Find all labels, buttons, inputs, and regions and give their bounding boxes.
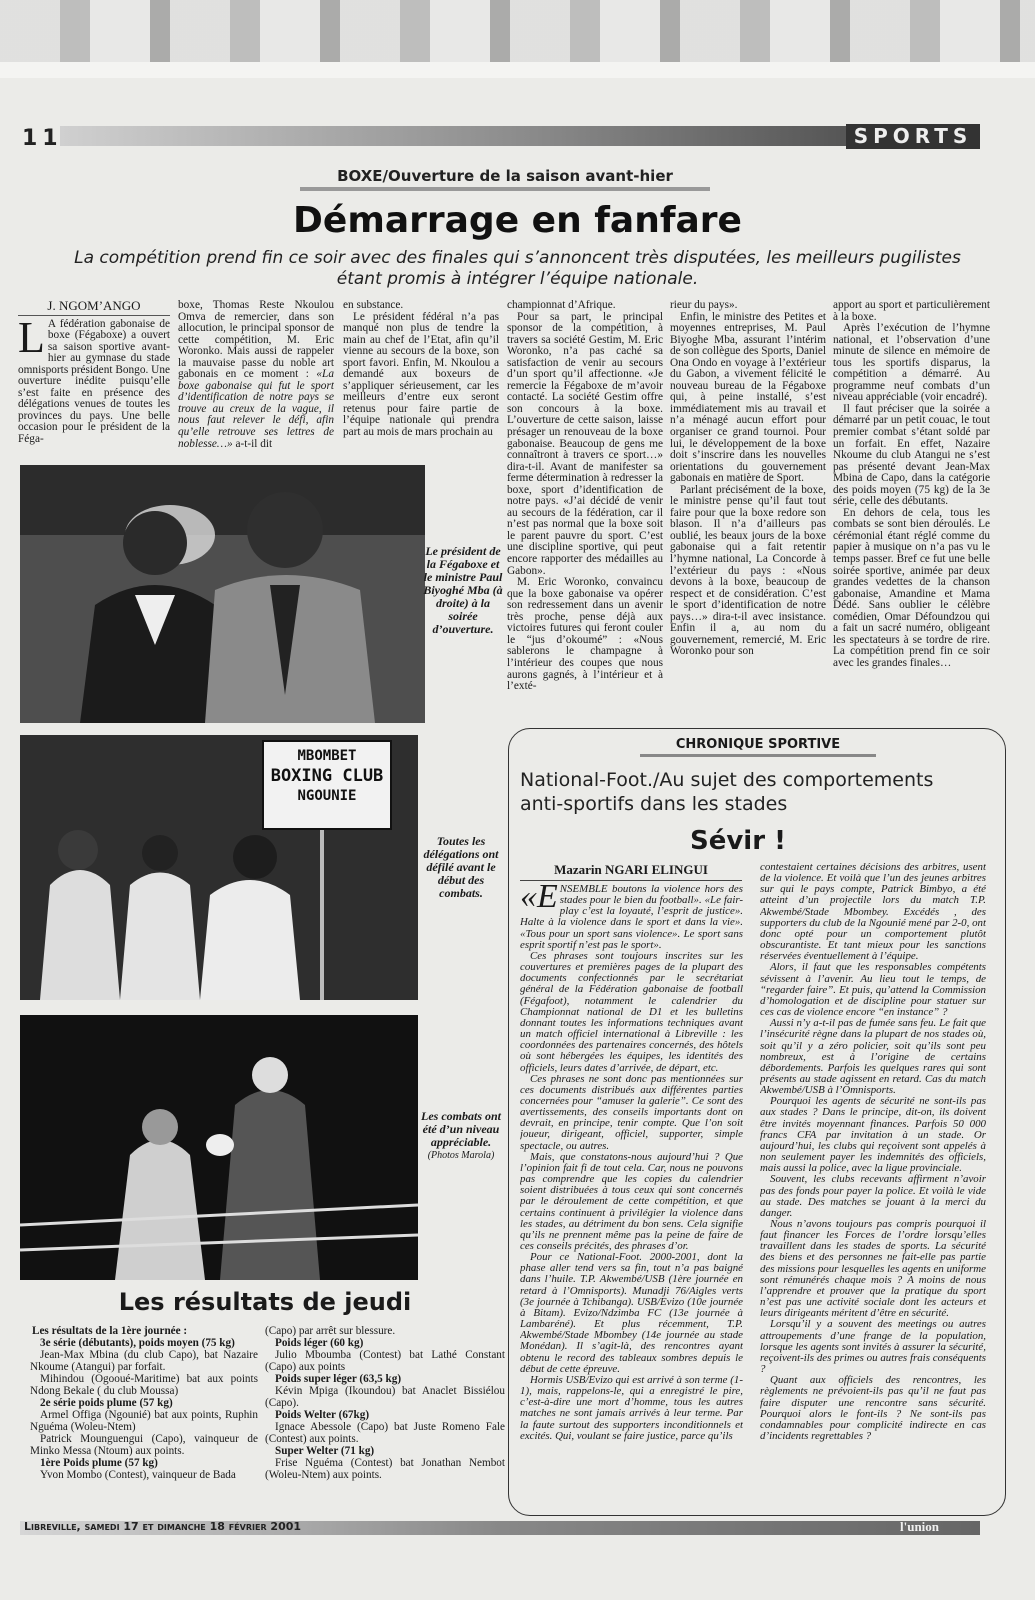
text: boxe, Thomas Reste Nkoulou Omva de remercier, dans son allocution, le principal sponsor de cette compétition, M. Eric Woronko. Mais aussi de rappeler la mauvaise passe du noble art gabonais en ce moment : <box>178 300 334 381</box>
paragraph: Lorsqu’il y a souvent des meetings ou autres attroupements d’une frange de la population, lorsque les agents sont invités à assurer la sécurité, reçoivent-ils des primes ou autres frais conséquents ? <box>760 1318 986 1376</box>
photo-officials-image <box>20 465 425 723</box>
sign-line: BOXING CLUB <box>270 766 384 786</box>
club-sign <box>262 740 392 830</box>
article-column-1 <box>18 300 170 460</box>
article-kicker: BOXE/Ouverture de la saison avant-hier <box>300 167 710 191</box>
paragraph: Ces phrases ne sont donc pas mentionnées sur ces documents distribués aux différentes parties concernées pour “amuser la galerie”. Ce sont des avertissements, des conseils importants dont on devrait, en principe, tenir compte. Que l’on soit joueur, dirigeant, officiel, supporter, simple spectacle, ou autres. <box>520 1072 743 1152</box>
results-category: 1ère Poids plume (57 kg) <box>40 1457 158 1469</box>
result-line: Jean-Max Mbina (du club Capo), bat Nazaire Nkoume (Atangui) par forfait. <box>30 1349 258 1373</box>
sign-line: MBOMBET <box>297 748 357 764</box>
result-line: Yvon Mombo (Contest), vainqueur de Bada <box>40 1469 236 1481</box>
drop-letter: E <box>537 884 558 915</box>
photo-caption-2: Toutes les délégations ont défilé avant le début des combats. <box>423 834 499 900</box>
chronique-author: Mazarin NGARI ELINGUI <box>520 862 742 881</box>
chronique-column-2 <box>760 862 986 1510</box>
paragraph <box>178 300 334 450</box>
section-label: SPORTS <box>846 124 980 149</box>
caption-text: Les combats ont été d’un niveau appréciable. <box>421 1109 501 1149</box>
results-right-column <box>265 1325 505 1481</box>
paragraph: En dehors de cela, tous les combats se sont bien déroulés. Le cérémonial étant réglé comme du papier à musique on n’a pas vu le temps passer. Bref ce fut une belle soirée sportive, animée par deux grandes vedettes de la chanson gabonaise, Amandine et Mama Dédé. Sans oublier le célèbre comédien, Omar Défoundzou qui a fait un sacré numéro, obligeant les spectateurs à se tordre de rire. La compétition prend fin ce soir avec les grandes finales… <box>833 506 990 669</box>
results-category: 3e série (débutants), poids moyen (75 kg) <box>40 1337 235 1349</box>
drop-cap <box>520 884 558 915</box>
paragraph: Mais, que constatons-nous aujourd’hui ? Que l’opinion fait fi de tout cela. Car, nous ne pouvons pas comprendre que les copies du calendrier soient distribuées à tous ceux qui sont concernés par le déroulement de cette compétition, et que certains continuent à privilégier la violence dans les stades, au détriment du bon sens. Cela signifie qu’ils ne prennent même pas la peine de faire de ces conseils précités, des phrases d’or. <box>520 1150 743 1252</box>
paragraph: Pour sa part, le principal sponsor de la compétition, à travers sa société Gestim, M. Eric Woronko, n’a pas caché sa satisfaction de venir au secours d’un sport qu’il affectionne. «Je remercie la Fégaboxe de m’avoir contacté. La société Gestim offre son concours à la boxe. L’ouverture de cette saison, laisse présager un renouveau de la boxe gabonaise. Beaucoup de gens me connaîtront à travers ce sport…» dira-t-il. Avant de manifester sa ferme détermination à redresser la boxe, sport d’identification de notre pays. «J’ai décidé de venir au secours de la fédération, car il n’est pas normal que la boxe soit le parent pauvre du sport. C’est une discipline sportive, qui peut encore rapporter des médailles au Gabon». <box>507 310 663 577</box>
paragraph: Souvent, les clubs recevants affirment n’avoir pas des fonds pour payer la police. Et voilà le vide au stade. Des matches se jouant à la merci du danger. <box>760 1173 986 1219</box>
result-line: Patrick Mounguengui (Capo), vainqueur de Minko Messa (Ntoum) aux points. <box>30 1433 258 1457</box>
results-title: Les résultats de jeudi <box>118 1288 412 1316</box>
photo-caption-1: Le président de la Fégaboxe et le ministre Paul Biyoghé Mba (à droite) à la soirée d’ouverture. <box>423 544 503 636</box>
paragraph: rieur du pays». <box>670 300 738 311</box>
result-line: Mihindou (Ogooué-Maritime) bat aux points Ndong Bekale ( du club Moussa) <box>30 1373 258 1397</box>
newspaper-logo: l'union <box>900 1519 940 1534</box>
paragraph: A fédération gabonaise de boxe (Fégaboxe) a ouvert sa saison sportive avant-hier au gymnase du stade omnisports président Bongo. Une ouverture inédite puisqu’elle s’est faite en présence des délégations venues de toutes les provinces du pays. Une belle occasion pour le président de la Féga- <box>18 317 170 446</box>
chronique-kicker: CHRONIQUE SPORTIVE <box>640 737 876 757</box>
paragraph: apport au sport et particulièrement à la boxe. <box>833 300 990 323</box>
paragraph: Enfin, le ministre des Petites et moyennes entreprises, M. Paul Biyoghe Mba, assurant l’intérim de son collègue des Sports, Daniel Ona Ondo en voyage à l’extérieur du Gabon, a vivement félicité le nouveau bureau de la Fégaboxe qui, à peine installé, s’est immédiatement mis au travail et n’a ménagé aucun effort pour organiser ce grand tournoi. Pour lui, le développement de la boxe doit s’inscrire dans les nouvelles orientations du gouvernement gabonais en matière de Sport. <box>670 310 826 485</box>
photo-parade <box>20 735 418 1000</box>
results-category: 2e série poids plume (57 kg) <box>40 1397 173 1409</box>
article-byline: J. NGOM’ANGO <box>18 300 170 316</box>
drop-cap: L <box>18 312 45 362</box>
quote: «La boxe gabonaise qui fut le sport d’identification de notre pays se trouve au creux de la vague, il nous faut relever le défi, afin qu’elle retrouve ses lettres de noblesse…» <box>178 368 334 450</box>
footer-dateline: Libreville, samedi 17 et dimanche 18 février 2001 <box>24 1520 302 1533</box>
paragraph: Il faut préciser que la soirée a démarré par un petit couac, le tout premier combat s’étant soldé par un forfait. En effet, Nazaire Nkoume du club Atangui ne s’est pas présenté devant Jean-Max Mbina de Capo, dans la catégorie des poids moyen (75 kg) de la 3e série, celle des débutants. <box>833 402 990 508</box>
article-column-3 <box>343 300 499 460</box>
results-left-column <box>30 1325 258 1481</box>
photo-caption-3 <box>420 1110 502 1162</box>
text: NSEMBLE boutons la violence hors des stades pour le bien du football». «Le fair-play c’est la loyauté, l’esprit de justice». Halte à la violence dans le sport et dans la vie». «Tous pour un sport sans violence». Le sport sans esprit sportif n’est pas le sport». <box>520 884 743 951</box>
paragraph: Ces phrases sont toujours inscrites sur les couvertures et premières pages de la plupart des documents confectionnés par le secrétariat général de la Fédération gabonaise de football (Fégafoot), notamment le calendrier du Championnat national de D1 et les bulletins donnant toutes les informations techniques avant un match officiel international à Libreville : les coordonnées des partenaires concernés, des hôtels où sont hébergées les équipes, les identités des officiels, leurs dates d’arrivée, de départ, etc. <box>520 949 743 1074</box>
article-subtitle: La compétition prend fin ce soir avec des finales qui s’annoncent très disputées, les meilleurs pugilistes étant promis à intégrer l’équipe nationale. <box>74 248 961 289</box>
article-column-5 <box>670 300 826 724</box>
results-heading: Les résultats de la 1ère journée : <box>32 1325 188 1337</box>
paragraph: Pourquoi les agents de sécurité ne sont-ils pas aux stades ? Dans le principe, dit-on, ils doivent être invités moyennant finances. Parfois 50 000 francs CFA par invitation à un stade. Or aujourd’hui, les clubs qui reçoivent sont appelés à non seulement payer les indemnités des officiels, mais aussi la police, avec la ligue provinciale. <box>760 1095 986 1175</box>
paragraph: Pour ce National-Foot. 2000-2001, dont la phase aller tend vers sa fin, tout n’a pas baigné dans l’huile. T.P. Akwembé/USB (1ère journée en retard à l’Omnisports). Munadji 76/Aigles verts (3e journée à Tchibanga). USB/Evizo (10e journée à Bitam). Evizo/Ndzimba FC (13e journée à Lambaréné). Et plus récemment, T.P. Akwembé/Stade Mbombey (14e journée au stade Monédan). Il s’agit-là, des rencontres ayant obtenu le record des tableaux sombres depuis le début de cette épreuve. <box>520 1251 743 1375</box>
text: a-t-il dit <box>235 437 273 450</box>
results-category: Poids léger (60 kg) <box>275 1337 364 1349</box>
chronique-headline: National-Foot./Au sujet des comportements anti-sportifs dans les stades <box>520 769 934 815</box>
paragraph: M. Eric Woronko, convaincu que la boxe gabonaise va opérer son redressement dans un avenir très proche, pense déjà aux victoires futures qui feront couler le “jus d’okoumé” : «Nous sablerons le champagne à l’intérieur des coupes que nous aurons gagnés, à l’intérieur et à l’exté- <box>507 576 663 693</box>
article-column-6 <box>833 300 990 724</box>
page-number: 11 <box>22 126 63 151</box>
paragraph: Nous n’avons toujours pas compris pourquoi il faut financer les Forces de l’ordre lorsqu’elles travaillent dans les stades de sports. La sécurité des biens et des personnes ne fait-elle pas partie des missions pour lesquelles les agents en uniforme sont rémunérés chaque mois ? A moins de nous l’apprendre et prouver que la pratique du sport n’est pas une activité sociale dont les acteurs et leurs dirigeants méritent d’être en sécurité. <box>760 1218 986 1320</box>
paragraph: en substance. <box>343 300 404 311</box>
article-column-2 <box>178 300 334 460</box>
results-category: Poids Welter (67kg) <box>275 1409 370 1421</box>
paragraph: Après l’exécution de l’hymne national, et l’observation d’une minute de silence en mémoire de tous les sportifs disparus, la compétition a démarré. Au programme neuf combats d’un niveau appréciable (voir encadré). <box>833 322 990 404</box>
result-line: Julio Mboumba (Contest) bat Lathé Constant (Capo) aux points <box>265 1349 505 1373</box>
article-title: Démarrage en fanfare <box>293 200 742 241</box>
paragraph: contestaient certaines décisions des arbitres, usent de la violence. Et voilà que l’un des jeunes arbitres sur qui le pays compte, Patrick Bimbyo, a été atteint d’un projectile lors du match T.P. Akwembé/Stade Mbombey. Excédés , des supporters du club de la Ngounié mené par 2-0, ont donc opté pour un comportement plutôt obscurantiste. Et tant mieux pour les sanctions réservées éventuellement à l’équipe. <box>760 862 986 963</box>
sign-line: NGOUNIE <box>297 788 357 804</box>
photo-officials <box>20 465 425 723</box>
paragraph: Parlant précisément de la boxe, le ministre pense qu’il faut tout faire pour que la boxe redore son blason. Il n’a d’ailleurs pas oublié, les beaux jours de la boxe gabonaise qui a fait retentir l’hymne national, La Concorde à l’extérieur du pays : «Nous devons à la boxe, beaucoup de respect et de considération. C’est le sport d’identification de notre pays…» dira-t-il avec insistance. Enfin il a, au nom du gouvernement, remercié, M. Eric Woronko pour son <box>670 483 826 658</box>
photo-fight-image <box>20 1015 418 1280</box>
result-line: (Capo) par arrêt sur blessure. <box>265 1325 396 1337</box>
lead-paragraph <box>520 884 743 951</box>
article-column-4 <box>507 300 663 724</box>
chronique-title: Sévir ! <box>690 826 786 856</box>
result-line: Frise Nguéma (Contest) bat Jonathan Nembot (Woleu-Ntem) aux points. <box>265 1457 505 1481</box>
paragraph: Hormis USB/Evizo qui est arrivé à son terme (1-1), mais, rappelons-le, qui a enregistré le pire, c’est-à-dire une mort d’homme, tous les autres matches ne sont jamais arrivés à leur terme. Par la faute surtout des supporters inconditionnels et excités. Qui, voulant se faire justice, parce qu’ils <box>520 1373 743 1442</box>
result-line: Ignace Abessole (Capo) bat Juste Romeno Fale (Contest) aux points. <box>265 1421 505 1445</box>
photo-credit: (Photos Marola) <box>427 1150 495 1161</box>
paragraph: Alors, il faut que les responsables compétents sévissent à l’avenir. Au lieu tout le temps, de “regarder faire”. Et puis, qu’attend la Commission d’homologation et de discipline pour statuer sur ces cas de violence encore “en instance” ? <box>760 961 986 1019</box>
paragraph: Le président fédéral n’a pas manqué non plus de tendre la main au chef de l’Etat, afin qu’il vienne au secours de la boxe, son sport favori. Enfin, M. Nkoulou a demandé aux boxeurs de s’appliquer sérieusement, car les meilleurs d’entre eux seront retenus pour faire partie de l’équipe nationale qui prendra part au mois de mars prochain au <box>343 310 499 439</box>
results-category: Poids super léger (63,5 kg) <box>275 1373 402 1385</box>
chronique-column-1 <box>520 884 743 1510</box>
result-line: Kévin Mpiga (Ikoundou) bat Anaclet Bissiélou (Capo). <box>265 1385 505 1409</box>
result-line: Armel Offiga (Ngounié) bat aux points, Ruphin Nguéma (Woleu-Ntem) <box>30 1409 258 1433</box>
quote-mark: « <box>520 884 537 915</box>
header-bar <box>60 126 850 146</box>
paragraph: Aussi n’y a-t-il pas de fumée sans feu. Le fait que l’insécurité règne dans la plupart de nos stades où, soit qu’il y a zéro policier, soit qu’ils sont peu nombreux, est à l’origine de certains débordements. Parfois les quelques rares qui sont présents au stade agissent en retard. Cas du match Akwembé/USB à l’Omnisports. <box>760 1017 986 1097</box>
page-edge <box>0 62 1035 78</box>
results-category: Super Welter (71 kg) <box>275 1445 375 1457</box>
paragraph: championnat d’Afrique. <box>507 300 616 311</box>
photo-fight <box>20 1015 418 1280</box>
paragraph: Quant aux officiels des rencontres, les règlements ne prévoient-ils pas qu’il ne faut pas faire disputer une rencontre sans sécurité. Pourquoi alors le font-ils ? Ne sont-ils pas condamnables pour complicité indirecte en cas d’incidents regrettables ? <box>760 1374 986 1442</box>
